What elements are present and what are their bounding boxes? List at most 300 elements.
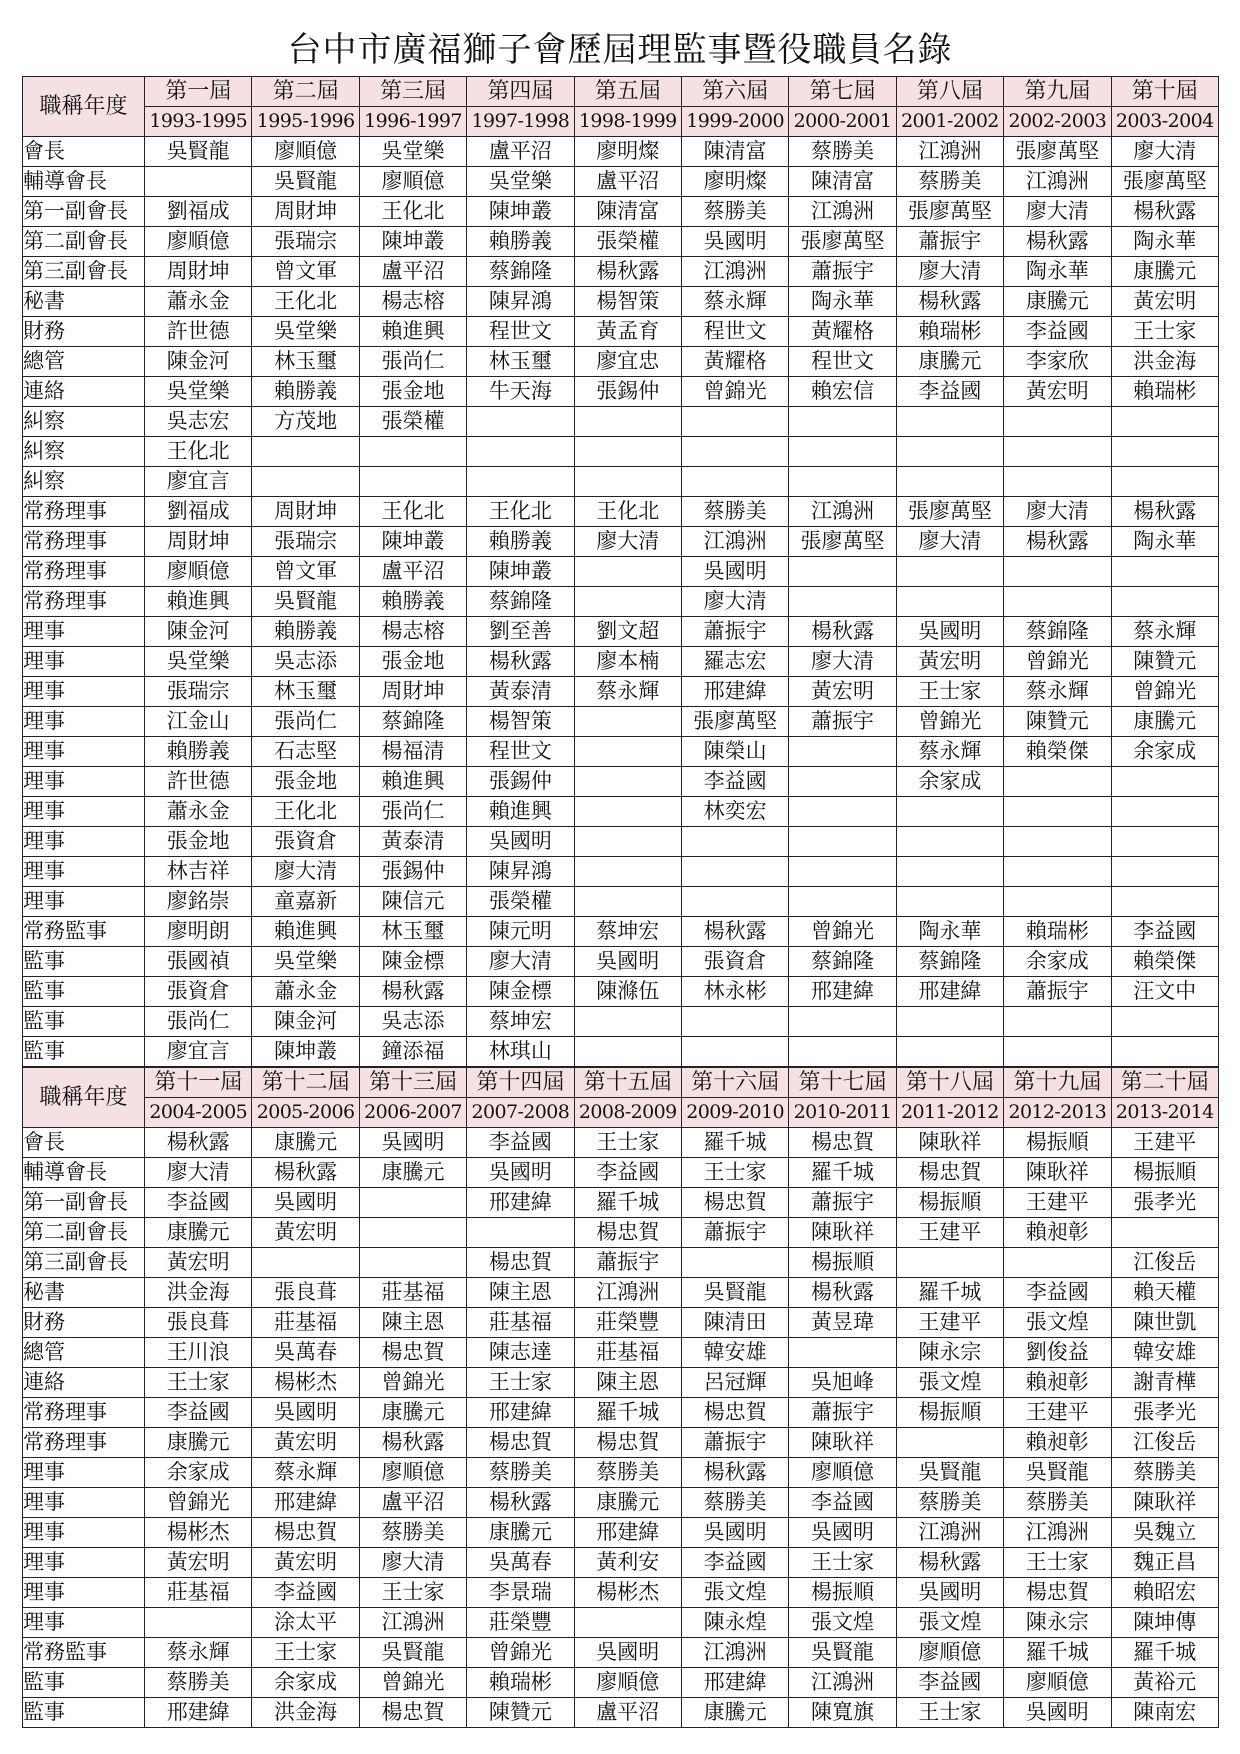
member-name-cell: 洪金海	[145, 1278, 252, 1308]
term-header: 第十七屆	[789, 1068, 896, 1098]
member-name-cell: 魏正昌	[1111, 1548, 1218, 1578]
header-label: 職稱年度	[23, 1068, 145, 1128]
member-name-cell: 陳耿祥	[1004, 1158, 1111, 1188]
member-name-cell	[1004, 587, 1111, 617]
term-header: 第十九屆	[1004, 1068, 1111, 1098]
member-name-cell: 李益國	[574, 1158, 681, 1188]
member-name-cell: 張文煌	[1004, 1308, 1111, 1338]
member-name-cell: 廖宜忠	[574, 347, 681, 377]
member-name-cell: 王士家	[681, 1158, 788, 1188]
header-row-terms	[23, 77, 1219, 107]
member-name-cell	[1111, 1007, 1218, 1037]
member-name-cell: 陳清富	[789, 167, 896, 197]
term-years: 1993-1995	[145, 107, 252, 137]
member-name-cell: 羅千城	[574, 1188, 681, 1218]
table-row	[23, 1158, 1219, 1188]
member-name-cell: 張瑞宗	[252, 227, 359, 257]
member-name-cell: 楊振順	[789, 1578, 896, 1608]
member-name-cell: 陳志達	[467, 1338, 574, 1368]
member-name-cell: 黃利安	[574, 1548, 681, 1578]
position-title: 監事	[23, 947, 145, 977]
member-name-cell: 邢建緯	[789, 977, 896, 1007]
member-name-cell: 廖大清	[896, 527, 1003, 557]
member-name-cell: 邢建緯	[467, 1398, 574, 1428]
member-name-cell: 吳堂樂	[145, 377, 252, 407]
term-header: 第一屆	[145, 77, 252, 107]
table-row	[23, 707, 1219, 737]
member-name-cell: 王建平	[896, 1308, 1003, 1338]
member-name-cell	[789, 1338, 896, 1368]
position-title: 理事	[23, 1488, 145, 1518]
member-name-cell: 張孝光	[1111, 1188, 1218, 1218]
member-name-cell: 楊秋露	[467, 1488, 574, 1518]
member-name-cell: 陳耿祥	[789, 1218, 896, 1248]
member-name-cell: 康騰元	[359, 1158, 466, 1188]
member-name-cell	[789, 437, 896, 467]
position-title: 理事	[23, 677, 145, 707]
member-name-cell: 康騰元	[467, 1518, 574, 1548]
member-name-cell: 陶永華	[1111, 527, 1218, 557]
member-name-cell: 楊智策	[574, 287, 681, 317]
member-name-cell: 蕭振宇	[574, 1248, 681, 1278]
member-name-cell: 韓安雄	[681, 1338, 788, 1368]
member-name-cell	[789, 827, 896, 857]
member-name-cell: 王士家	[574, 1128, 681, 1158]
member-name-cell: 江鴻洲	[789, 197, 896, 227]
member-name-cell: 黃耀格	[681, 347, 788, 377]
member-name-cell	[359, 1218, 466, 1248]
member-name-cell: 楊振順	[789, 1248, 896, 1278]
position-title: 常務理事	[23, 587, 145, 617]
member-name-cell: 楊秋露	[681, 917, 788, 947]
member-name-cell	[252, 437, 359, 467]
member-name-cell: 吳志添	[359, 1007, 466, 1037]
table-row	[23, 287, 1219, 317]
table-row	[23, 977, 1219, 1007]
term-header: 第十五屆	[574, 1068, 681, 1098]
position-title: 理事	[23, 1458, 145, 1488]
member-name-cell: 蕭振宇	[681, 1218, 788, 1248]
member-name-cell: 陳世凱	[1111, 1308, 1218, 1338]
member-name-cell: 康騰元	[1004, 287, 1111, 317]
member-name-cell: 廖本楠	[574, 647, 681, 677]
member-name-cell: 楊志榕	[359, 287, 466, 317]
member-name-cell: 蔡勝美	[896, 167, 1003, 197]
member-name-cell: 江鴻洲	[1004, 167, 1111, 197]
member-name-cell	[574, 767, 681, 797]
member-name-cell	[789, 407, 896, 437]
position-title: 理事	[23, 1608, 145, 1638]
header-row-terms	[23, 1068, 1219, 1098]
member-name-cell: 廖順億	[896, 1638, 1003, 1668]
table-row	[23, 257, 1219, 287]
table-row	[23, 1548, 1219, 1578]
member-name-cell: 盧平沼	[574, 1698, 681, 1728]
table-row	[23, 197, 1219, 227]
member-name-cell: 楊秋露	[1111, 197, 1218, 227]
member-name-cell: 張榮權	[574, 227, 681, 257]
member-name-cell	[574, 437, 681, 467]
member-name-cell: 賴昶彰	[1004, 1218, 1111, 1248]
member-name-cell: 廖明燦	[574, 137, 681, 167]
position-title: 理事	[23, 617, 145, 647]
member-name-cell: 楊忠賀	[359, 1338, 466, 1368]
member-name-cell: 康騰元	[896, 347, 1003, 377]
term-header: 第十一屆	[145, 1068, 252, 1098]
member-name-cell: 江鴻洲	[1004, 1518, 1111, 1548]
term-years: 2002-2003	[1004, 107, 1111, 137]
term-years: 1996-1997	[359, 107, 466, 137]
member-name-cell: 陳永宗	[896, 1338, 1003, 1368]
member-name-cell: 楊忠賀	[467, 1428, 574, 1458]
table-row	[23, 587, 1219, 617]
member-name-cell: 張文煌	[789, 1608, 896, 1638]
member-name-cell	[467, 407, 574, 437]
member-name-cell: 蔡永輝	[1111, 617, 1218, 647]
member-name-cell: 賴榮傑	[1004, 737, 1111, 767]
member-name-cell	[1111, 467, 1218, 497]
member-name-cell: 林琪山	[467, 1037, 574, 1067]
table-row	[23, 347, 1219, 377]
table-row	[23, 737, 1219, 767]
member-name-cell	[467, 1218, 574, 1248]
member-name-cell	[896, 1428, 1003, 1458]
member-name-cell: 王士家	[145, 1368, 252, 1398]
member-name-cell: 陶永華	[1004, 257, 1111, 287]
position-title: 財務	[23, 317, 145, 347]
term-header: 第七屆	[789, 77, 896, 107]
position-title: 第二副會長	[23, 1218, 145, 1248]
member-name-cell: 康騰元	[252, 1128, 359, 1158]
member-name-cell: 楊忠賀	[681, 1398, 788, 1428]
member-name-cell: 劉俊益	[1004, 1338, 1111, 1368]
member-name-cell: 廖順億	[1004, 1668, 1111, 1698]
member-name-cell: 邢建緯	[252, 1488, 359, 1518]
member-name-cell: 吳國明	[681, 557, 788, 587]
member-name-cell: 廖大清	[896, 257, 1003, 287]
member-name-cell: 陳信元	[359, 887, 466, 917]
position-title: 第三副會長	[23, 257, 145, 287]
member-name-cell: 蕭振宇	[681, 617, 788, 647]
member-name-cell	[1004, 407, 1111, 437]
term-years: 2005-2006	[252, 1098, 359, 1128]
member-name-cell: 王士家	[896, 1698, 1003, 1728]
member-name-cell: 楊秋露	[789, 617, 896, 647]
member-name-cell: 江鴻洲	[681, 527, 788, 557]
member-name-cell: 羅千城	[574, 1398, 681, 1428]
member-name-cell: 王川浪	[145, 1338, 252, 1368]
member-name-cell: 蔡永輝	[252, 1458, 359, 1488]
member-name-cell: 吳魏立	[1111, 1518, 1218, 1548]
member-name-cell	[896, 887, 1003, 917]
member-name-cell: 黃宏明	[789, 677, 896, 707]
position-title: 秘書	[23, 1278, 145, 1308]
term-years: 2012-2013	[1004, 1098, 1111, 1128]
member-name-cell	[1111, 437, 1218, 467]
member-name-cell	[574, 467, 681, 497]
member-name-cell	[789, 797, 896, 827]
member-name-cell: 吳國明	[789, 1518, 896, 1548]
member-name-cell: 張錫仲	[574, 377, 681, 407]
position-title: 理事	[23, 707, 145, 737]
member-name-cell	[1111, 1037, 1218, 1067]
member-name-cell: 黃耀格	[789, 317, 896, 347]
member-name-cell: 羅千城	[1004, 1638, 1111, 1668]
member-name-cell	[681, 857, 788, 887]
member-name-cell: 曾錦光	[896, 707, 1003, 737]
member-name-cell: 陳坤叢	[252, 1037, 359, 1067]
member-name-cell: 鐘添福	[359, 1037, 466, 1067]
member-name-cell: 牛天海	[467, 377, 574, 407]
member-name-cell	[896, 827, 1003, 857]
position-title: 監事	[23, 1698, 145, 1728]
member-name-cell: 楊秋露	[574, 257, 681, 287]
member-name-cell	[574, 737, 681, 767]
member-name-cell	[789, 557, 896, 587]
member-name-cell: 江俊岳	[1111, 1428, 1218, 1458]
member-name-cell	[896, 467, 1003, 497]
term-header: 第六屆	[681, 77, 788, 107]
member-name-cell: 邢建緯	[574, 1518, 681, 1548]
position-title: 監事	[23, 1668, 145, 1698]
member-name-cell: 楊忠賀	[681, 1188, 788, 1218]
table-row	[23, 1488, 1219, 1518]
member-name-cell: 羅千城	[896, 1278, 1003, 1308]
member-name-cell: 楊忠賀	[359, 1698, 466, 1728]
member-name-cell: 吳旭峰	[789, 1368, 896, 1398]
member-name-cell: 周財坤	[359, 677, 466, 707]
member-name-cell: 江鴻洲	[681, 257, 788, 287]
position-title: 常務理事	[23, 1398, 145, 1428]
member-name-cell: 賴瑞彬	[1004, 917, 1111, 947]
member-name-cell: 吳國明	[467, 1158, 574, 1188]
position-title: 常務監事	[23, 917, 145, 947]
member-name-cell	[681, 1248, 788, 1278]
member-name-cell: 吳國明	[681, 227, 788, 257]
member-name-cell	[789, 857, 896, 887]
member-name-cell: 王建平	[1004, 1188, 1111, 1218]
member-name-cell: 羅千城	[1111, 1638, 1218, 1668]
member-name-cell: 賴瑞彬	[467, 1668, 574, 1698]
member-name-cell: 劉福成	[145, 497, 252, 527]
member-name-cell: 江俊岳	[1111, 1248, 1218, 1278]
member-name-cell: 賴勝義	[252, 377, 359, 407]
table-row	[23, 947, 1219, 977]
member-name-cell: 張尚仁	[252, 707, 359, 737]
member-name-cell: 周財坤	[252, 197, 359, 227]
member-name-cell	[359, 467, 466, 497]
term-years: 2004-2005	[145, 1098, 252, 1128]
member-name-cell: 張瑞宗	[145, 677, 252, 707]
member-name-cell: 廖明朗	[145, 917, 252, 947]
member-name-cell: 蕭振宇	[789, 1398, 896, 1428]
member-name-cell: 張文煌	[681, 1578, 788, 1608]
member-name-cell: 楊秋露	[896, 1548, 1003, 1578]
member-name-cell: 楊秋露	[1111, 497, 1218, 527]
member-name-cell: 張良葺	[145, 1308, 252, 1338]
member-name-cell: 劉至善	[467, 617, 574, 647]
member-name-cell: 曾錦光	[359, 1368, 466, 1398]
member-name-cell: 蔡勝美	[359, 1518, 466, 1548]
member-name-cell: 蔡永輝	[145, 1638, 252, 1668]
term-header: 第十四屆	[467, 1068, 574, 1098]
member-name-cell: 蔡永輝	[574, 677, 681, 707]
member-name-cell	[681, 407, 788, 437]
member-name-cell: 曾錦光	[1111, 677, 1218, 707]
term-years: 2000-2001	[789, 107, 896, 137]
member-name-cell	[896, 437, 1003, 467]
term-header: 第九屆	[1004, 77, 1111, 107]
roster-table-terms-11-20	[22, 1067, 1219, 1728]
table-row	[23, 437, 1219, 467]
member-name-cell: 李益國	[1004, 1278, 1111, 1308]
member-name-cell: 賴勝義	[145, 737, 252, 767]
term-header: 第三屆	[359, 77, 466, 107]
member-name-cell: 張孝光	[1111, 1398, 1218, 1428]
member-name-cell: 黃宏明	[252, 1548, 359, 1578]
member-name-cell: 楊忠賀	[896, 1158, 1003, 1188]
table-row	[23, 1368, 1219, 1398]
member-name-cell: 羅千城	[789, 1158, 896, 1188]
table-row	[23, 1278, 1219, 1308]
member-name-cell: 楊忠賀	[252, 1518, 359, 1548]
position-title: 總管	[23, 1338, 145, 1368]
table-row	[23, 1128, 1219, 1158]
member-name-cell: 陳坤叢	[467, 557, 574, 587]
member-name-cell: 周財坤	[145, 257, 252, 287]
member-name-cell: 陳坤叢	[359, 527, 466, 557]
member-name-cell: 吳賢龍	[252, 587, 359, 617]
member-name-cell	[1004, 797, 1111, 827]
member-name-cell: 楊秋露	[252, 1158, 359, 1188]
term-header: 第八屆	[896, 77, 1003, 107]
member-name-cell	[681, 467, 788, 497]
member-name-cell	[1004, 1007, 1111, 1037]
member-name-cell: 曾錦光	[681, 377, 788, 407]
term-years: 1997-1998	[467, 107, 574, 137]
member-name-cell: 廖順億	[359, 1458, 466, 1488]
position-title: 第一副會長	[23, 1188, 145, 1218]
member-name-cell: 許世德	[145, 317, 252, 347]
member-name-cell: 周財坤	[252, 497, 359, 527]
member-name-cell: 莊基福	[359, 1278, 466, 1308]
member-name-cell: 張尚仁	[359, 797, 466, 827]
table-row	[23, 797, 1219, 827]
member-name-cell: 廖順億	[252, 137, 359, 167]
member-name-cell: 吳志添	[252, 647, 359, 677]
member-name-cell: 楊彬杰	[145, 1518, 252, 1548]
member-name-cell: 廖大清	[1111, 137, 1218, 167]
member-name-cell: 林玉璽	[252, 347, 359, 377]
member-name-cell: 陳金河	[252, 1007, 359, 1037]
member-name-cell: 廖大清	[789, 647, 896, 677]
member-name-cell	[1111, 1218, 1218, 1248]
member-name-cell: 廖宜言	[145, 467, 252, 497]
member-name-cell: 楊秋露	[896, 287, 1003, 317]
member-name-cell: 楊秋露	[1004, 527, 1111, 557]
member-name-cell: 楊忠賀	[467, 1248, 574, 1278]
position-title: 理事	[23, 797, 145, 827]
member-name-cell: 蔡勝美	[467, 1458, 574, 1488]
member-name-cell: 蔡勝美	[145, 1668, 252, 1698]
member-name-cell: 黃宏明	[252, 1218, 359, 1248]
member-name-cell	[145, 167, 252, 197]
member-name-cell: 王化北	[359, 497, 466, 527]
member-name-cell: 吳堂樂	[145, 647, 252, 677]
member-name-cell: 吳國明	[252, 1398, 359, 1428]
member-name-cell: 吳賢龍	[1004, 1458, 1111, 1488]
member-name-cell: 康騰元	[145, 1218, 252, 1248]
member-name-cell	[1111, 767, 1218, 797]
member-name-cell: 李益國	[1111, 917, 1218, 947]
position-title: 輔導會長	[23, 1158, 145, 1188]
member-name-cell: 賴瑞彬	[1111, 377, 1218, 407]
member-name-cell: 陳坤叢	[359, 227, 466, 257]
member-name-cell: 楊振順	[1004, 1128, 1111, 1158]
member-name-cell: 黃宏明	[145, 1248, 252, 1278]
table-row	[23, 1007, 1219, 1037]
member-name-cell: 廖大清	[1004, 197, 1111, 227]
member-name-cell: 吳國明	[681, 1518, 788, 1548]
member-name-cell: 蔡勝美	[896, 1488, 1003, 1518]
member-name-cell: 蔡勝美	[681, 197, 788, 227]
member-name-cell: 黃泰清	[359, 827, 466, 857]
member-name-cell: 蕭振宇	[789, 1188, 896, 1218]
member-name-cell: 吳國明	[896, 1578, 1003, 1608]
member-name-cell: 康騰元	[574, 1488, 681, 1518]
member-name-cell	[789, 887, 896, 917]
member-name-cell: 廖大清	[681, 587, 788, 617]
member-name-cell: 楊智策	[467, 707, 574, 737]
member-name-cell: 陳榮山	[681, 737, 788, 767]
term-header: 第四屆	[467, 77, 574, 107]
member-name-cell: 江鴻洲	[789, 1668, 896, 1698]
member-name-cell: 蕭振宇	[1004, 977, 1111, 1007]
position-title: 糾察	[23, 437, 145, 467]
member-name-cell: 廖順億	[145, 227, 252, 257]
member-name-cell: 廖銘崇	[145, 887, 252, 917]
member-name-cell	[1111, 797, 1218, 827]
member-name-cell: 張資倉	[252, 827, 359, 857]
member-name-cell: 邢建緯	[681, 1668, 788, 1698]
member-name-cell	[574, 827, 681, 857]
position-title: 理事	[23, 827, 145, 857]
member-name-cell: 楊忠賀	[1004, 1578, 1111, 1608]
member-name-cell: 邢建緯	[896, 977, 1003, 1007]
member-name-cell: 吳國明	[574, 947, 681, 977]
member-name-cell: 蕭振宇	[789, 707, 896, 737]
member-name-cell: 邢建緯	[467, 1188, 574, 1218]
member-name-cell: 石志堅	[252, 737, 359, 767]
member-name-cell	[896, 557, 1003, 587]
member-name-cell	[1111, 587, 1218, 617]
member-name-cell	[1004, 1248, 1111, 1278]
table-row	[23, 647, 1219, 677]
member-name-cell: 蔡錦隆	[896, 947, 1003, 977]
position-title: 常務理事	[23, 557, 145, 587]
position-title: 連絡	[23, 377, 145, 407]
member-name-cell: 江金山	[145, 707, 252, 737]
member-name-cell: 李益國	[681, 767, 788, 797]
term-years: 1999-2000	[681, 107, 788, 137]
member-name-cell: 蕭永金	[145, 797, 252, 827]
member-name-cell: 曾錦光	[1004, 647, 1111, 677]
member-name-cell: 羅千城	[681, 1128, 788, 1158]
member-name-cell: 吳國明	[574, 1638, 681, 1668]
member-name-cell: 吳志宏	[145, 407, 252, 437]
member-name-cell	[467, 467, 574, 497]
member-name-cell: 張資倉	[681, 947, 788, 977]
